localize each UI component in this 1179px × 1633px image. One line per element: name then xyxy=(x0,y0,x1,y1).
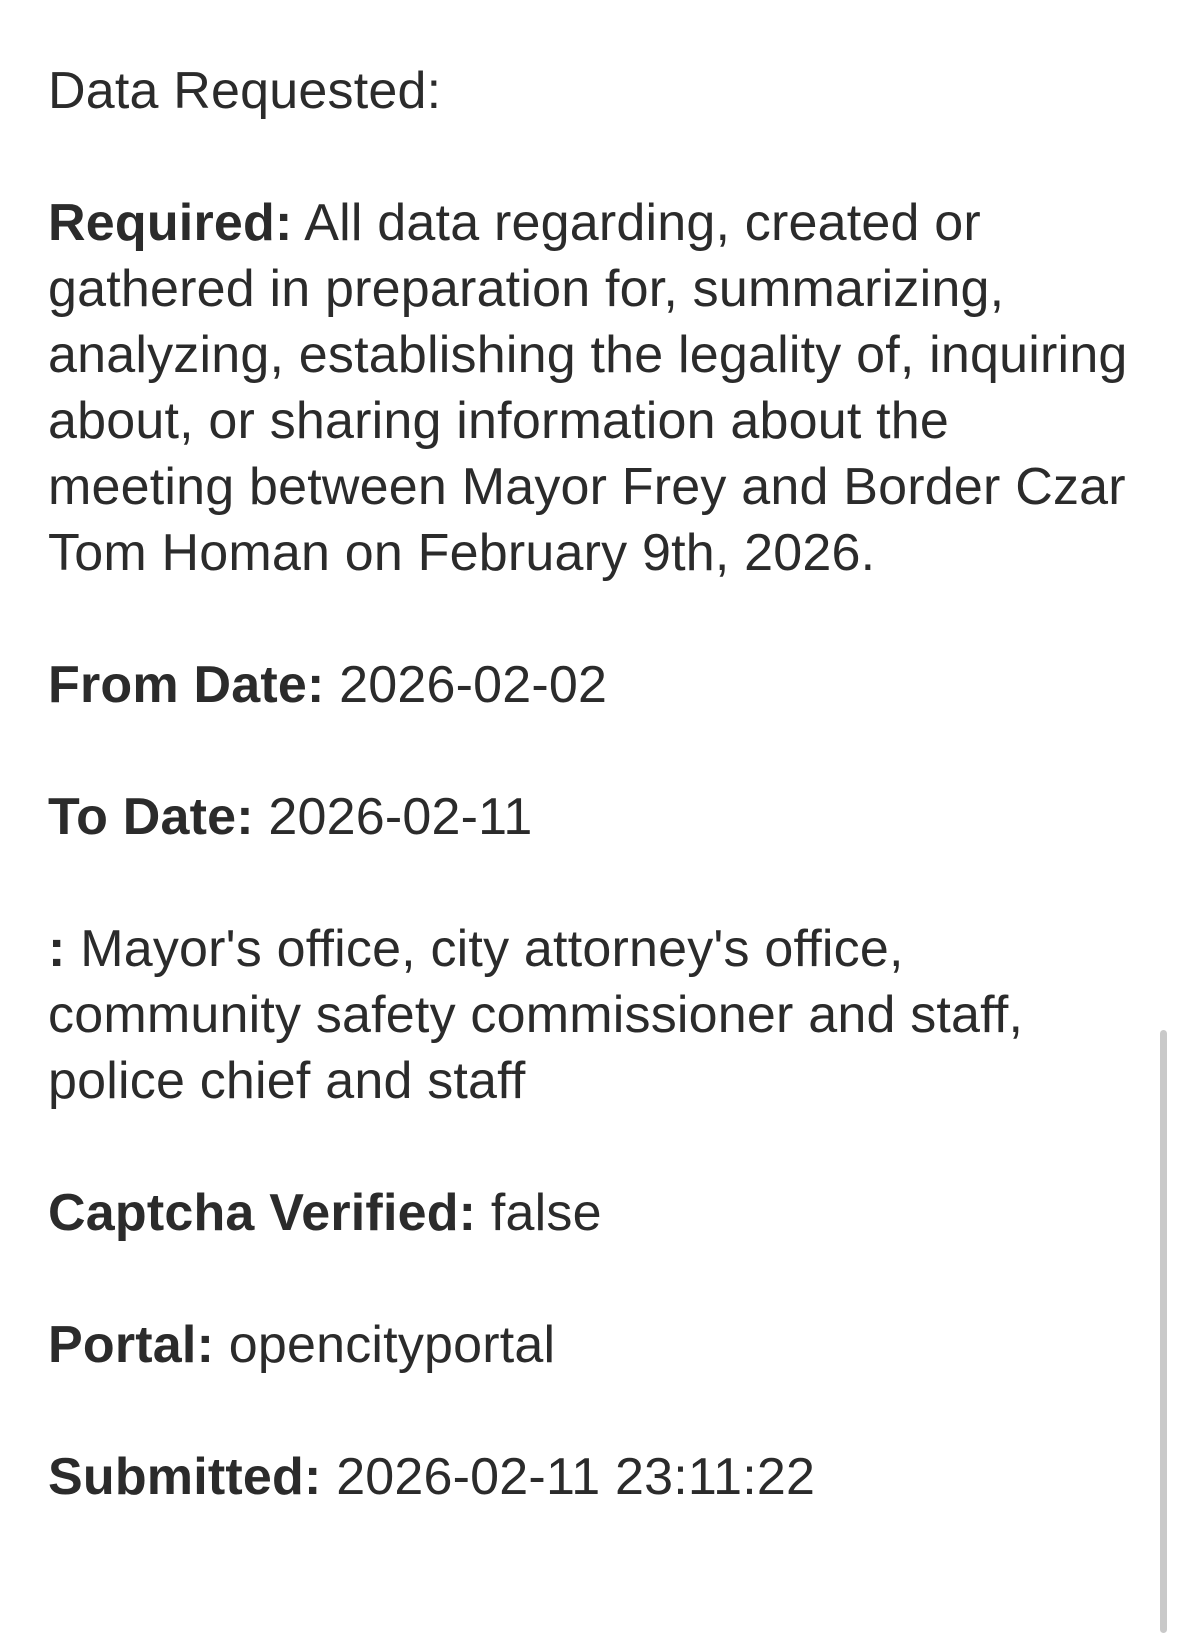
to-date-value: 2026-02-11 xyxy=(268,788,533,846)
required-field xyxy=(48,190,1128,586)
departments-field xyxy=(48,916,1128,1114)
required-value: All data regarding, created or gathered in preparation for, summarizing, analyzing, establishing the legality of, inquiring about, or sharing information about the meeting between Mayor Frey and Border Czar Tom Homan on February 9th, 2026. xyxy=(48,194,1128,582)
departments-value: Mayor's office, city attorney's office, community safety commissioner and staff, police chief and staff xyxy=(48,920,1024,1110)
captcha-label: Captcha Verified: xyxy=(48,1184,477,1242)
required-label: Required: xyxy=(48,194,293,252)
submitted-value: 2026-02-11 23:11:22 xyxy=(336,1448,816,1506)
captcha-value: false xyxy=(490,1184,602,1242)
request-details xyxy=(48,58,1128,1576)
portal-value: opencityportal xyxy=(228,1316,556,1374)
portal-label: Portal: xyxy=(48,1316,215,1374)
from-date-value: 2026-02-02 xyxy=(339,656,608,714)
to-date-label: To Date: xyxy=(48,788,254,846)
to-date-field xyxy=(48,784,1128,850)
portal-field xyxy=(48,1312,1128,1378)
data-requested-heading: Data Requested: xyxy=(48,62,442,120)
from-date-field xyxy=(48,652,1128,718)
from-date-label: From Date: xyxy=(48,656,325,714)
departments-label: : xyxy=(48,920,66,978)
captcha-field xyxy=(48,1180,1128,1246)
vertical-scrollbar[interactable] xyxy=(1160,1030,1167,1633)
submitted-field xyxy=(48,1444,1128,1510)
submitted-label: Submitted: xyxy=(48,1448,322,1506)
